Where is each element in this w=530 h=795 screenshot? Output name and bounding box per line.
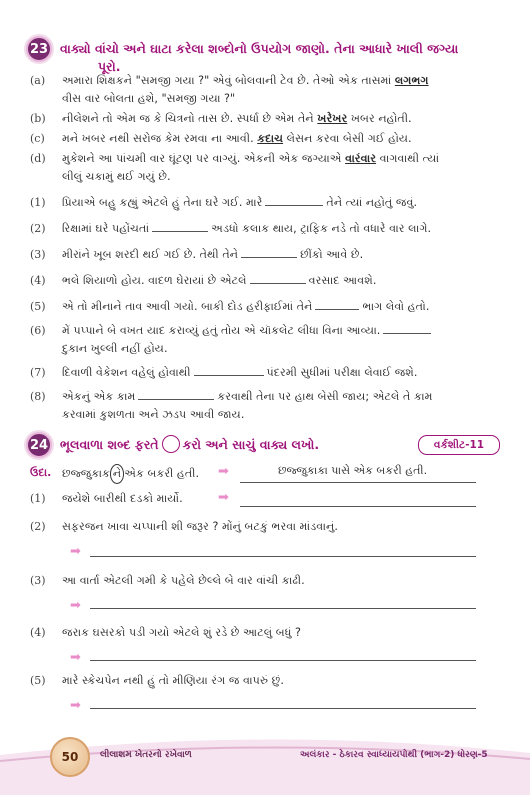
fill-blank[interactable] — [152, 231, 208, 232]
fill-blank[interactable] — [138, 399, 214, 400]
bold-word: ખરેખર — [317, 112, 348, 125]
section-number-badge: 24 — [26, 432, 52, 458]
example-a: (a) અમારા શિક્ષકને "સમજી ગયા ?" એવું બોલવાની ટેવ છે. તેઓ એક તાસમાં લગભગ વીસ વાર બોલતા હશે, "સમજી ગયા ?" — [30, 74, 429, 105]
section-number-badge: 23 — [26, 36, 52, 62]
section-23-title-cont: પૂરો. — [98, 59, 121, 74]
fill-blank[interactable] — [241, 257, 297, 258]
answer-line[interactable] — [90, 556, 476, 557]
fill-blank[interactable] — [194, 375, 264, 376]
answer-line[interactable] — [90, 708, 476, 709]
answer-line[interactable] — [90, 608, 476, 609]
section-24-title: ભૂલવાળા શબ્દ ફરતે કરો અને સાચું વાક્ય લખો. — [60, 437, 320, 452]
circle-symbol-icon — [162, 435, 180, 453]
arrow-icon: ➡ — [70, 698, 81, 713]
answer-line[interactable] — [240, 506, 476, 507]
bold-word: લગભગ — [394, 74, 429, 87]
answer-line[interactable] — [90, 660, 476, 661]
arrow-icon: ➡ — [70, 598, 81, 613]
workbook-page: 23 વાક્યો વાંચો અને ઘાટા કરેલા શબ્દોનો ઉપયોગ જાણો. તેના આધારે ખાલી જગ્યા પૂરો. (a) અમારા શિક્ષકને "સમજી ગયા ?" એવું બોલવાની ટેવ છે. તેઓ એક તાસમાં લગભગ વીસ વાર બોલતા હશે, "સમજી ગયા ?" (b) નીલેશને તો એમ જ કે ચિત્રનો તાસ છે. સ્પર્ધા છે એમ તેને ખરેખર ખબર નહોતી. (c) મને ખબર નથી સરોજ કેમ રમવા ના આવી. કદાચ લેસન કરવા બેસી ગઈ હોય. (d) મુકેશને આ પાંચમી વાર ઘૂંટણ પર વાગ્યું. એકની એક જગ્યાએ વારંવાર વાગવાથી ત્યાં લીલું ચકામું થઈ ગયું છે. (1) પ્રિયાએ બહુ કહ્યું એટલે હું તેના ઘરે ગઈ. મારે તેને ત્યાં નહોતું જવું. (2) રિક્ષામાં ઘરે પહોંચતાં અડધો કલાક થાય, ટ્રાફિક નડે તો વધારે વાર લાગે. (3) મીરાંને ખૂબ શરદી થઈ ગઈ છે. તેથી તેને છીંકો આવે છે. (4) ભલે શિયાળો હોય. વાદળ ઘેરાયાં છે એટલે વરસાદ આવશે. (5) એ તો મીનાને તાવ આવી ગયો. બાકી દોડ હરીફાઈમાં તેને ભાગ લેવો હતો. (6) મેં પપ્પાને બે વખત યાદ કરાવ્યું હતું તોય એ ચૉકલેટ લીધા વિના આવ્યા. દુકાન ખુલ્લી નહીં હોય. (7) દિવાળી વેકેશન વહેલું હોવાથી પંદરમી સુધીમાં પરીક્ષા લેવાઈ જશે. (8) એકનું એક કામ કરવાથી તેના પર હાથ બેસી જાય; એટલે તે કામ કરવામાં કુશળતા અને ઝડપ આવી જાય. 24 ભૂલવાળા શબ્દ ફરતે કરો અને સાચું વાક્ય લખો. વર્કશીટ-11 ઉદા. છજ્જુકાક ને એક બકરી હતી. ➡ છજ્જુકાકા પાસે એક બકરી હતી. (1) જયેશે બારીથી દડકો માર્યો. ➡ (2) સફરજન ખાવા ચપ્પાની શી જરૂર ? મોંનું બટકું ભરવા માંડવાનું. ➡ (3) આ વાર્તા એટલી ગમી કે પહેલે છેલ્લે બે વાર વાંચી કાઢી. ➡ (4) જરાક ઘસરકો પડી ગયો એટલે શું રડે છે આટલું બધું ? ➡ (5) મારે સ્કેચપેન નથી હું તો મીણિયા રંગ જ વાપરું છું. ➡ 50 લીલાશમ ખેતરનો રખેવાળ અલંકાર - ઠેકારવ સ્વાધ્યાયપોથી (ભાગ-2) ધોરણ-5 — [0, 0, 530, 795]
section-23-header — [26, 36, 496, 76]
fill-blank[interactable] — [265, 205, 323, 206]
bold-word: કદાચ — [257, 132, 284, 145]
fill-blank[interactable] — [383, 333, 431, 334]
arrow-icon: ➡ — [70, 544, 81, 559]
arrow-icon: ➡ — [70, 650, 81, 665]
answer-line — [240, 482, 476, 483]
page-number: 50 — [50, 737, 90, 777]
section-23-title: વાક્યો વાંચો અને ઘાટા કરેલા શબ્દોનો ઉપયોગ જાણો. તેના આધારે ખાલી જગ્યા — [60, 41, 459, 56]
bold-word: વારંવાર — [345, 152, 377, 165]
worksheet-tag: વર્કશીટ-11 — [418, 435, 500, 455]
footer-book-title: અલંકાર - ઠેકારવ સ્વાધ્યાયપોથી (ભાગ-2) ધોરણ-5 — [300, 750, 488, 760]
fill-blank[interactable] — [315, 309, 359, 310]
fill-blank[interactable] — [250, 283, 306, 284]
example-answer: છજ્જુકાકા પાસે એક બકરી હતી. — [278, 464, 428, 477]
footer-chapter-title: લીલાશમ ખેતરનો રખેવાળ — [100, 750, 192, 760]
arrow-icon: ➡ — [218, 464, 229, 479]
circled-word: ને — [110, 464, 124, 484]
arrow-icon: ➡ — [218, 490, 229, 505]
